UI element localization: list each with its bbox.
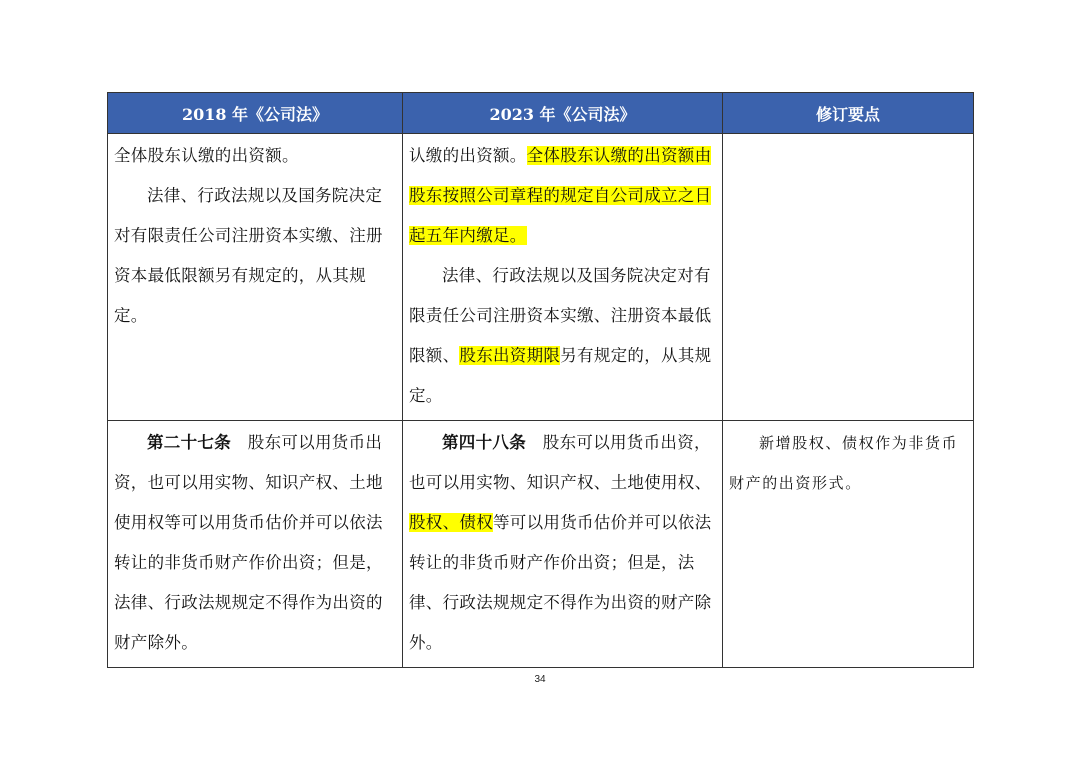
header-2023-law: 2023 年《公司法》 [403, 93, 723, 134]
table-row [108, 421, 974, 668]
text-paragraph [114, 423, 396, 663]
highlighted-text: 股权、债权 [409, 513, 493, 532]
page-number: 34 [534, 674, 546, 685]
header-revision-points: 修订要点 [723, 93, 974, 134]
text-span: 另有规定的，从其规定。 [409, 346, 712, 405]
text-span: 认缴的出资额。 [409, 146, 527, 165]
article-number: 第四十八条 [442, 433, 526, 452]
text-span: 股东可以用货币出资，也可以用实物、知识产权、土地使用权、 [409, 433, 712, 492]
cell-notes-article-48 [723, 421, 974, 668]
cell-notes-capital [723, 134, 974, 421]
cell-2018-article-27 [108, 421, 403, 668]
cell-2023-capital [403, 134, 723, 421]
text-paragraph [409, 256, 716, 416]
notes-text: 新增股权、债权作为非货币财产的出资形式。 [729, 434, 959, 492]
text-paragraph: 法律、行政法规以及国务院决定对有限责任公司注册资本实缴、注册资本最低限额另有规定的，从其规定。 [114, 186, 383, 325]
cell-2023-article-48 [403, 421, 723, 668]
comparison-table [107, 92, 974, 668]
table-row [108, 134, 974, 421]
highlighted-text: 全体股东认缴的出资额由股东按照公司章程的规定自公司成立之日起五年内缴足。 [409, 146, 712, 245]
text-paragraph [409, 136, 716, 256]
notes-text [723, 134, 973, 140]
highlighted-text: 股东出资期限 [459, 346, 561, 365]
text-span: 法律、行政法规以及国务院决定对有限责任公司注册资本实缴、注册资本最低限额、 [409, 266, 712, 365]
header-2018-law: 2018 年《公司法》 [108, 93, 403, 134]
table-header-row [108, 93, 974, 134]
text-span: 等可以用货币估价并可以依法转让的非货币财产作价出资；但是，法律、行政法规规定不得作为出资的财产除外。 [409, 513, 712, 652]
cell-2018-capital [108, 134, 403, 421]
text-paragraph [409, 423, 716, 663]
article-number: 第二十七条 [147, 433, 231, 452]
text-line: 全体股东认缴的出资额。 [114, 146, 299, 165]
text-span: 股东可以用货币出资，也可以用实物、知识产权、土地使用权等可以用货币估价并可以依法转让的非货币财产作价出资；但是，法律、行政法规规定不得作为出资的财产除外。 [114, 433, 383, 652]
